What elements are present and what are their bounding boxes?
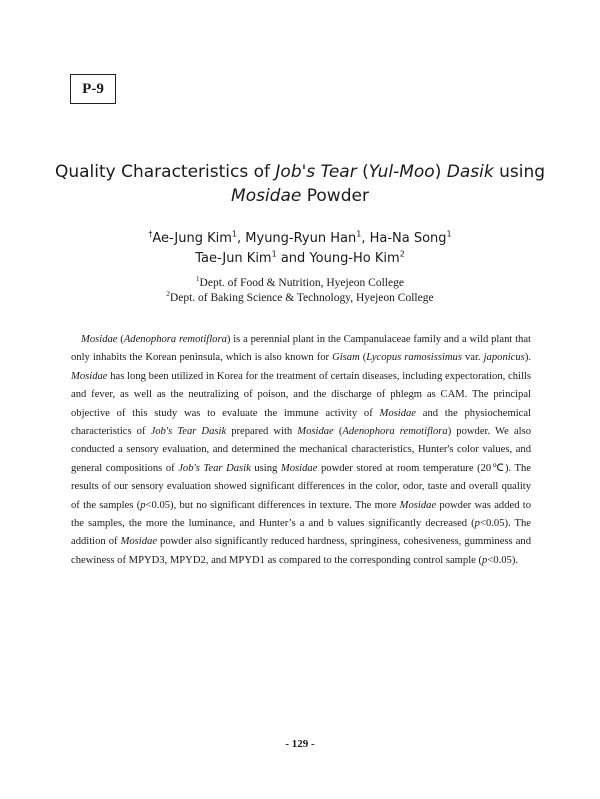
corresponding-author-mark: † [148, 229, 153, 239]
author-name: Myung-Ryun Han [245, 231, 357, 246]
poster-number-badge: P-9 [70, 74, 116, 104]
affiliations [40, 276, 560, 306]
affiliation: $^1$Dept. of Food & Nutrition, Hyejeon College [196, 275, 404, 289]
author-name: Young-Ho Kim [309, 251, 400, 266]
page-number: - 129 - [285, 738, 315, 750]
author-name: Ae-Jung Kim [152, 231, 232, 246]
author-list: †Ae-Jung Kim$^1$, Myung-Ryun Han$^1$, Ha-Na Song$^1$ Tae-Jun Kim$^1$ and Young-Ho Kim$^2$ [148, 229, 452, 266]
author-name: Ha-Na Song [369, 231, 447, 246]
affiliation: $^2$Dept. of Baking Science & Technology, Hyejeon College [166, 290, 434, 304]
author-name: Tae-Jun Kim [195, 251, 272, 266]
paper-title: Quality Characteristics of Job's Tear (Yul-Moo) Dasik using Mosidae Powder [54, 162, 546, 206]
abstract-paragraph: Mosidae (Adenophora remotiflora) is a perennial plant in the Campanulaceae family and a wild plant that only inhabits the Korean peninsula, which is also known for Gisam (Lycopus ramosissimus var. japonicus). Mosidae has long been utilized in Korea for the treatment of certain diseases, including expectoration, chills and fever, as well as the neutralizing of poison, and the discharge of phlegm as CAM. The principal objective of this study was to evaluate the immune activity of Mosidae and the physiochemical characteristics of Job's Tear Dasik prepared with Mosidae (Adenophora remotiflora) powder. We also conducted a sensory evaluation, and determined the mechanical characteristics, Hunter's color values, and general compositions of Job's Tear Dasik using Mosidae powder stored at room temperature (20℃). The results of our sensory evaluation showed significant differences in the color, odor, taste and overall quality of the samples (p<0.05), but no significant differences in texture. The more Mosidae powder was added to the samples, the more the luminance, and Hunter’s a and b values significantly decreased (p<0.05). The addition of Mosidae powder also significantly reduced hardness, springiness, cohesiveness, gumminess and chewiness of MPYD3, MPYD2, and MPYD1 as compared to the corresponding control sample (p<0.05). [71, 334, 532, 566]
